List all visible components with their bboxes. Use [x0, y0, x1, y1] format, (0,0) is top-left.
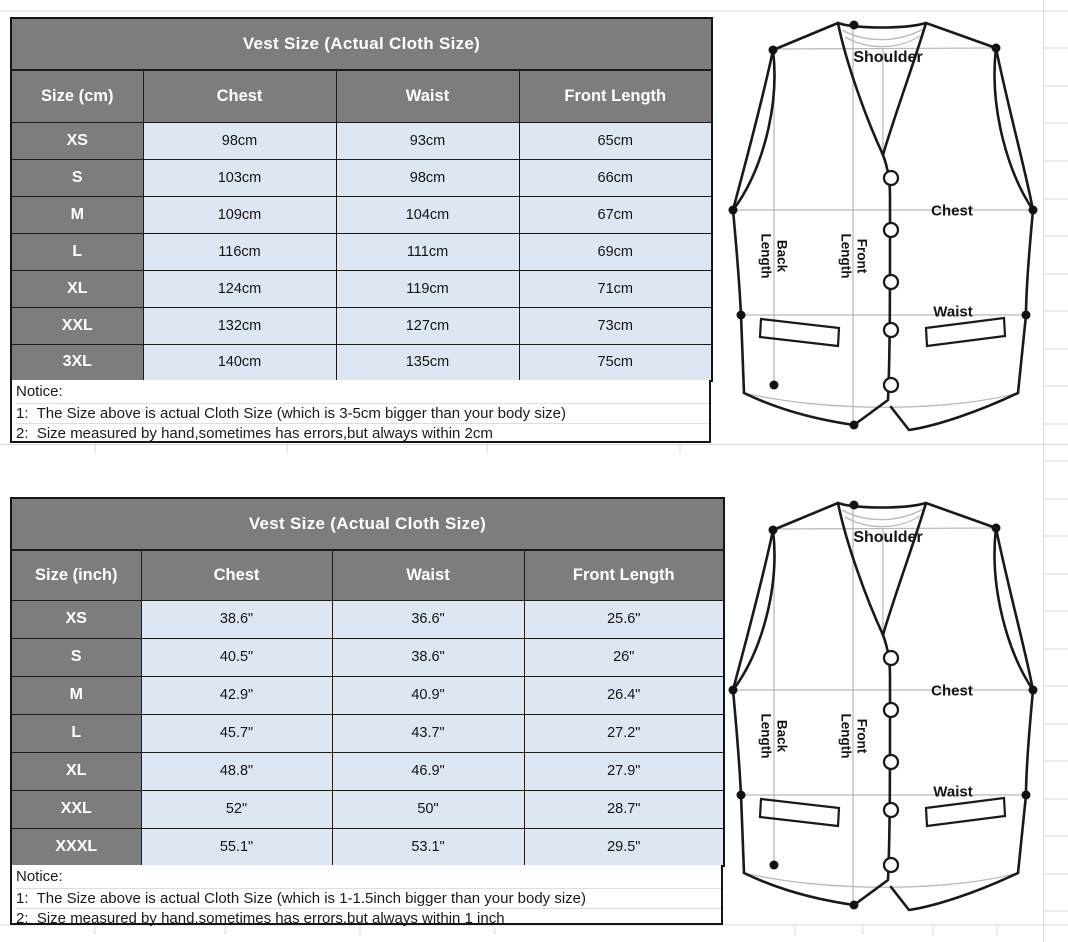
col-header-waist: Waist — [336, 70, 519, 122]
size-table-cm — [10, 17, 713, 382]
table-row — [11, 233, 712, 270]
front-length-label: Front Length — [839, 713, 870, 759]
table-row — [11, 159, 712, 196]
table-row — [11, 676, 724, 714]
table-row — [11, 122, 712, 159]
col-header-front-length: Front Length — [519, 70, 712, 122]
front-length-value: 66cm — [519, 159, 712, 196]
table-row — [11, 828, 724, 866]
size-label: XL — [11, 752, 141, 790]
chest-value: 132cm — [143, 307, 336, 344]
chest-value: 103cm — [143, 159, 336, 196]
front-length-value: 28.7" — [524, 790, 724, 828]
notice-line-2: 2: Size measured by hand,sometimes has errors,but always within 2cm — [16, 425, 493, 442]
front-length-value: 26" — [524, 638, 724, 676]
chest-label: Chest — [931, 682, 973, 700]
front-length-value: 27.9" — [524, 752, 724, 790]
front-length-value: 75cm — [519, 344, 712, 381]
front-length-value: 27.2" — [524, 714, 724, 752]
table-row — [11, 752, 724, 790]
chest-value: 45.7" — [141, 714, 332, 752]
chest-value: 40.5" — [141, 638, 332, 676]
waist-label: Waist — [933, 303, 973, 321]
vest-diagram-cm — [716, 8, 1061, 443]
waist-value: 40.9" — [332, 676, 524, 714]
front-length-value: 26.4" — [524, 676, 724, 714]
front-length-value: 71cm — [519, 270, 712, 307]
waist-value: 53.1" — [332, 828, 524, 866]
col-header-size: Size (inch) — [11, 550, 141, 600]
vest-outline-drawing — [716, 488, 1061, 923]
col-header-chest: Chest — [143, 70, 336, 122]
waist-value: 43.7" — [332, 714, 524, 752]
waist-value: 50" — [332, 790, 524, 828]
notice-heading: Notice: — [16, 381, 709, 404]
chest-value: 48.8" — [141, 752, 332, 790]
size-label: XS — [11, 600, 141, 638]
size-table-inch — [10, 497, 725, 867]
notice-box-cm — [10, 380, 711, 443]
table-title-row — [11, 18, 712, 70]
waist-value: 119cm — [336, 270, 519, 307]
table-row — [11, 196, 712, 233]
col-header-waist: Waist — [332, 550, 524, 600]
front-length-value: 65cm — [519, 122, 712, 159]
size-label: XXL — [11, 307, 143, 344]
vest-diagram-inch — [716, 488, 1061, 923]
size-label: 3XL — [11, 344, 143, 381]
shoulder-label: Shoulder — [853, 529, 923, 546]
chest-value: 52" — [141, 790, 332, 828]
front-length-value: 73cm — [519, 307, 712, 344]
chest-value: 140cm — [143, 344, 336, 381]
size-label: XXXL — [11, 828, 141, 866]
waist-value: 104cm — [336, 196, 519, 233]
waist-value: 135cm — [336, 344, 519, 381]
notice-heading: Notice: — [16, 866, 721, 889]
notice-line-2: 2: Size measured by hand,sometimes has errors,but always within 1 inch — [16, 910, 505, 927]
size-label: L — [11, 233, 143, 270]
shoulder-label: Shoulder — [853, 49, 923, 66]
table-row — [11, 307, 712, 344]
col-header-front-length: Front Length — [524, 550, 724, 600]
table-title: Vest Size (Actual Cloth Size) — [11, 498, 724, 550]
front-length-value: 67cm — [519, 196, 712, 233]
waist-value: 111cm — [336, 233, 519, 270]
waist-value: 36.6" — [332, 600, 524, 638]
table-row — [11, 270, 712, 307]
front-length-value: 25.6" — [524, 600, 724, 638]
waist-value: 46.9" — [332, 752, 524, 790]
front-length-label: Front Length — [839, 233, 870, 279]
back-length-label: Back Length — [759, 233, 790, 279]
table-row — [11, 790, 724, 828]
size-label: XS — [11, 122, 143, 159]
table-header-row — [11, 70, 712, 122]
waist-value: 98cm — [336, 159, 519, 196]
size-label: XL — [11, 270, 143, 307]
chest-value: 55.1" — [141, 828, 332, 866]
vest-outline-drawing — [716, 8, 1061, 443]
waist-label: Waist — [933, 783, 973, 801]
notice-line-1: 1: The Size above is actual Cloth Size (which is 3-5cm bigger than your body size) — [16, 404, 709, 424]
size-label: L — [11, 714, 141, 752]
waist-value: 127cm — [336, 307, 519, 344]
back-length-label: Back Length — [759, 713, 790, 759]
chest-value: 116cm — [143, 233, 336, 270]
col-header-size: Size (cm) — [11, 70, 143, 122]
table-row — [11, 344, 712, 381]
table-row — [11, 714, 724, 752]
chest-value: 42.9" — [141, 676, 332, 714]
table-title-row — [11, 498, 724, 550]
notice-line-1: 1: The Size above is actual Cloth Size (which is 1-1.5inch bigger than your body size) — [16, 889, 721, 909]
size-label: M — [11, 676, 141, 714]
chest-label: Chest — [931, 202, 973, 220]
front-length-value: 69cm — [519, 233, 712, 270]
table-row — [11, 638, 724, 676]
chest-value: 124cm — [143, 270, 336, 307]
table-title: Vest Size (Actual Cloth Size) — [11, 18, 712, 70]
size-label: S — [11, 638, 141, 676]
table-row — [11, 600, 724, 638]
size-label: M — [11, 196, 143, 233]
size-label: XXL — [11, 790, 141, 828]
chest-value: 98cm — [143, 122, 336, 159]
table-header-row — [11, 550, 724, 600]
notice-box-inch — [10, 865, 723, 925]
chest-value: 109cm — [143, 196, 336, 233]
waist-value: 93cm — [336, 122, 519, 159]
col-header-chest: Chest — [141, 550, 332, 600]
waist-value: 38.6" — [332, 638, 524, 676]
chest-value: 38.6" — [141, 600, 332, 638]
front-length-value: 29.5" — [524, 828, 724, 866]
size-label: S — [11, 159, 143, 196]
